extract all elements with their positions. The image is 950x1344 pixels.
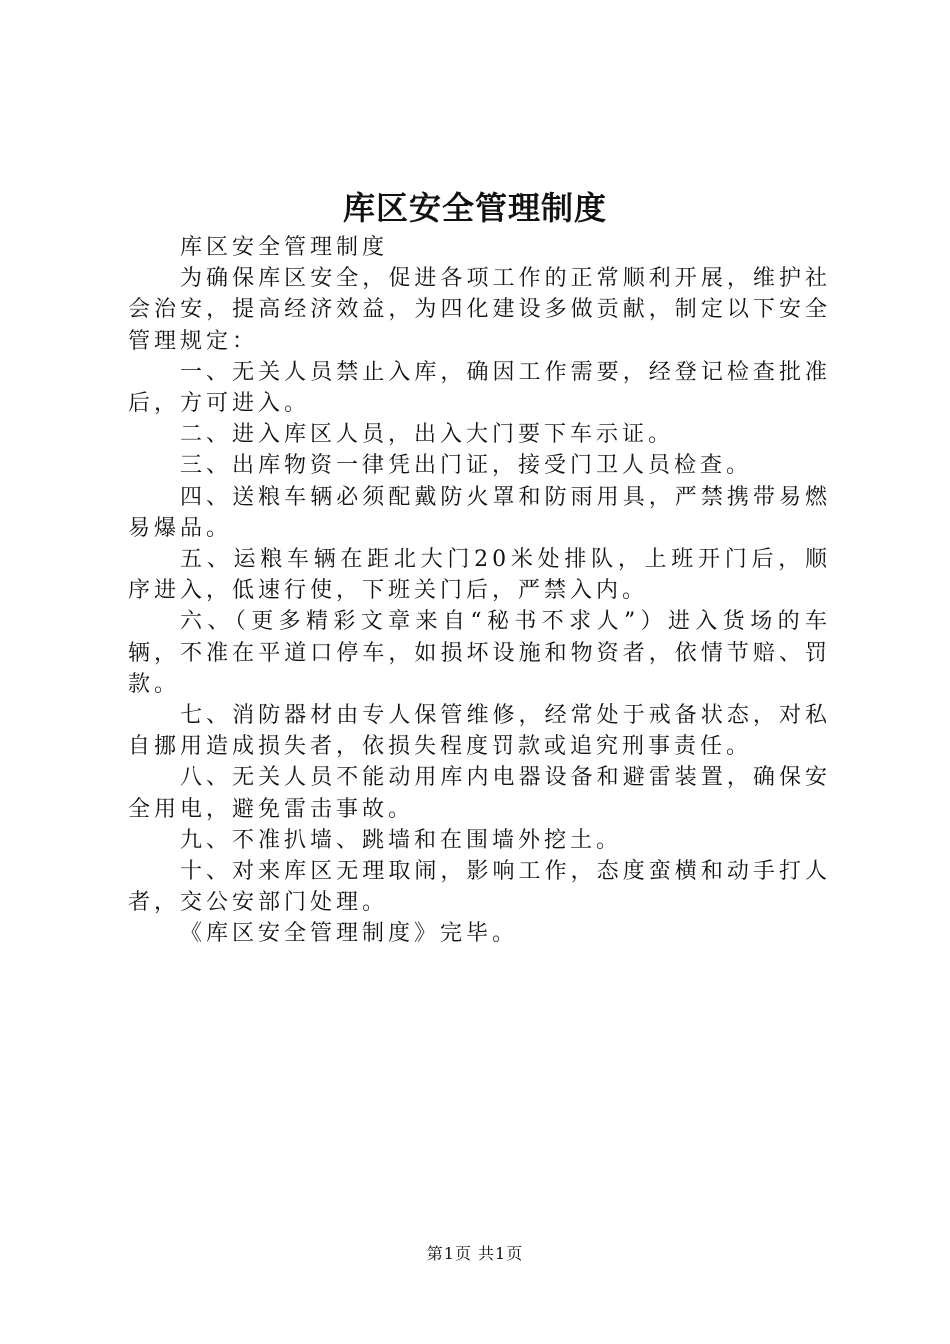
paragraph-closing: 《库区安全管理制度》完毕。 (180, 921, 519, 947)
page-footer: 第1页 共1页 (426, 1244, 524, 1263)
paragraph-subtitle: 库区安全管理制度 (180, 235, 389, 260)
paragraph-rule-9: 九、不准扒墙、跳墙和在围墙外挖土。 (180, 827, 623, 853)
paragraph-rule-3: 三、出库物资一律凭出门证，接受门卫人员检查。 (180, 453, 753, 479)
paragraph-rule-4: 四、送粮车辆必须配戴防火罩和防雨用具，严禁携带易燃易爆品。 (128, 484, 831, 541)
paragraph-rule-6: 六、（更多精彩文章来自“秘书不求人”）进入货场的车辆，不准在平道口停车，如损坏设施和物资者，依情节赔、罚款。 (128, 609, 831, 697)
paragraph-rule-2: 二、进入库区人员，出入大门要下车示证。 (180, 422, 675, 448)
paragraph-rule-5: 五、运粮车辆在距北大门20米处排队，上班开门后，顺序进入，低速行使，下班关门后，严禁入内。 (128, 547, 831, 604)
paragraph-rule-8: 八、无关人员不能动用库内电器设备和避雷装置，确保安全用电，避免雷击事故。 (128, 765, 831, 822)
document-title: 库区安全管理制度 (342, 189, 607, 227)
paragraph-rule-10: 十、对来库区无理取闹，影响工作，态度蛮横和动手打人者，交公安部门处理。 (128, 859, 831, 916)
paragraph-rule-7: 七、消防器材由专人保管维修，经常处于戒备状态，对私自挪用造成损失者，依损失程度罚款或追究刑事责任。 (128, 703, 831, 760)
document-body (128, 232, 831, 950)
paragraph-rule-1: 一、无关人员禁止入库，确因工作需要，经登记检查批准后，方可进入。 (128, 359, 831, 417)
paragraph-intro: 为确保库区安全，促进各项工作的正常顺利开展，维护社会治安，提高经济效益，为四化建设多做贡献，制定以下安全管理规定： (128, 266, 831, 354)
